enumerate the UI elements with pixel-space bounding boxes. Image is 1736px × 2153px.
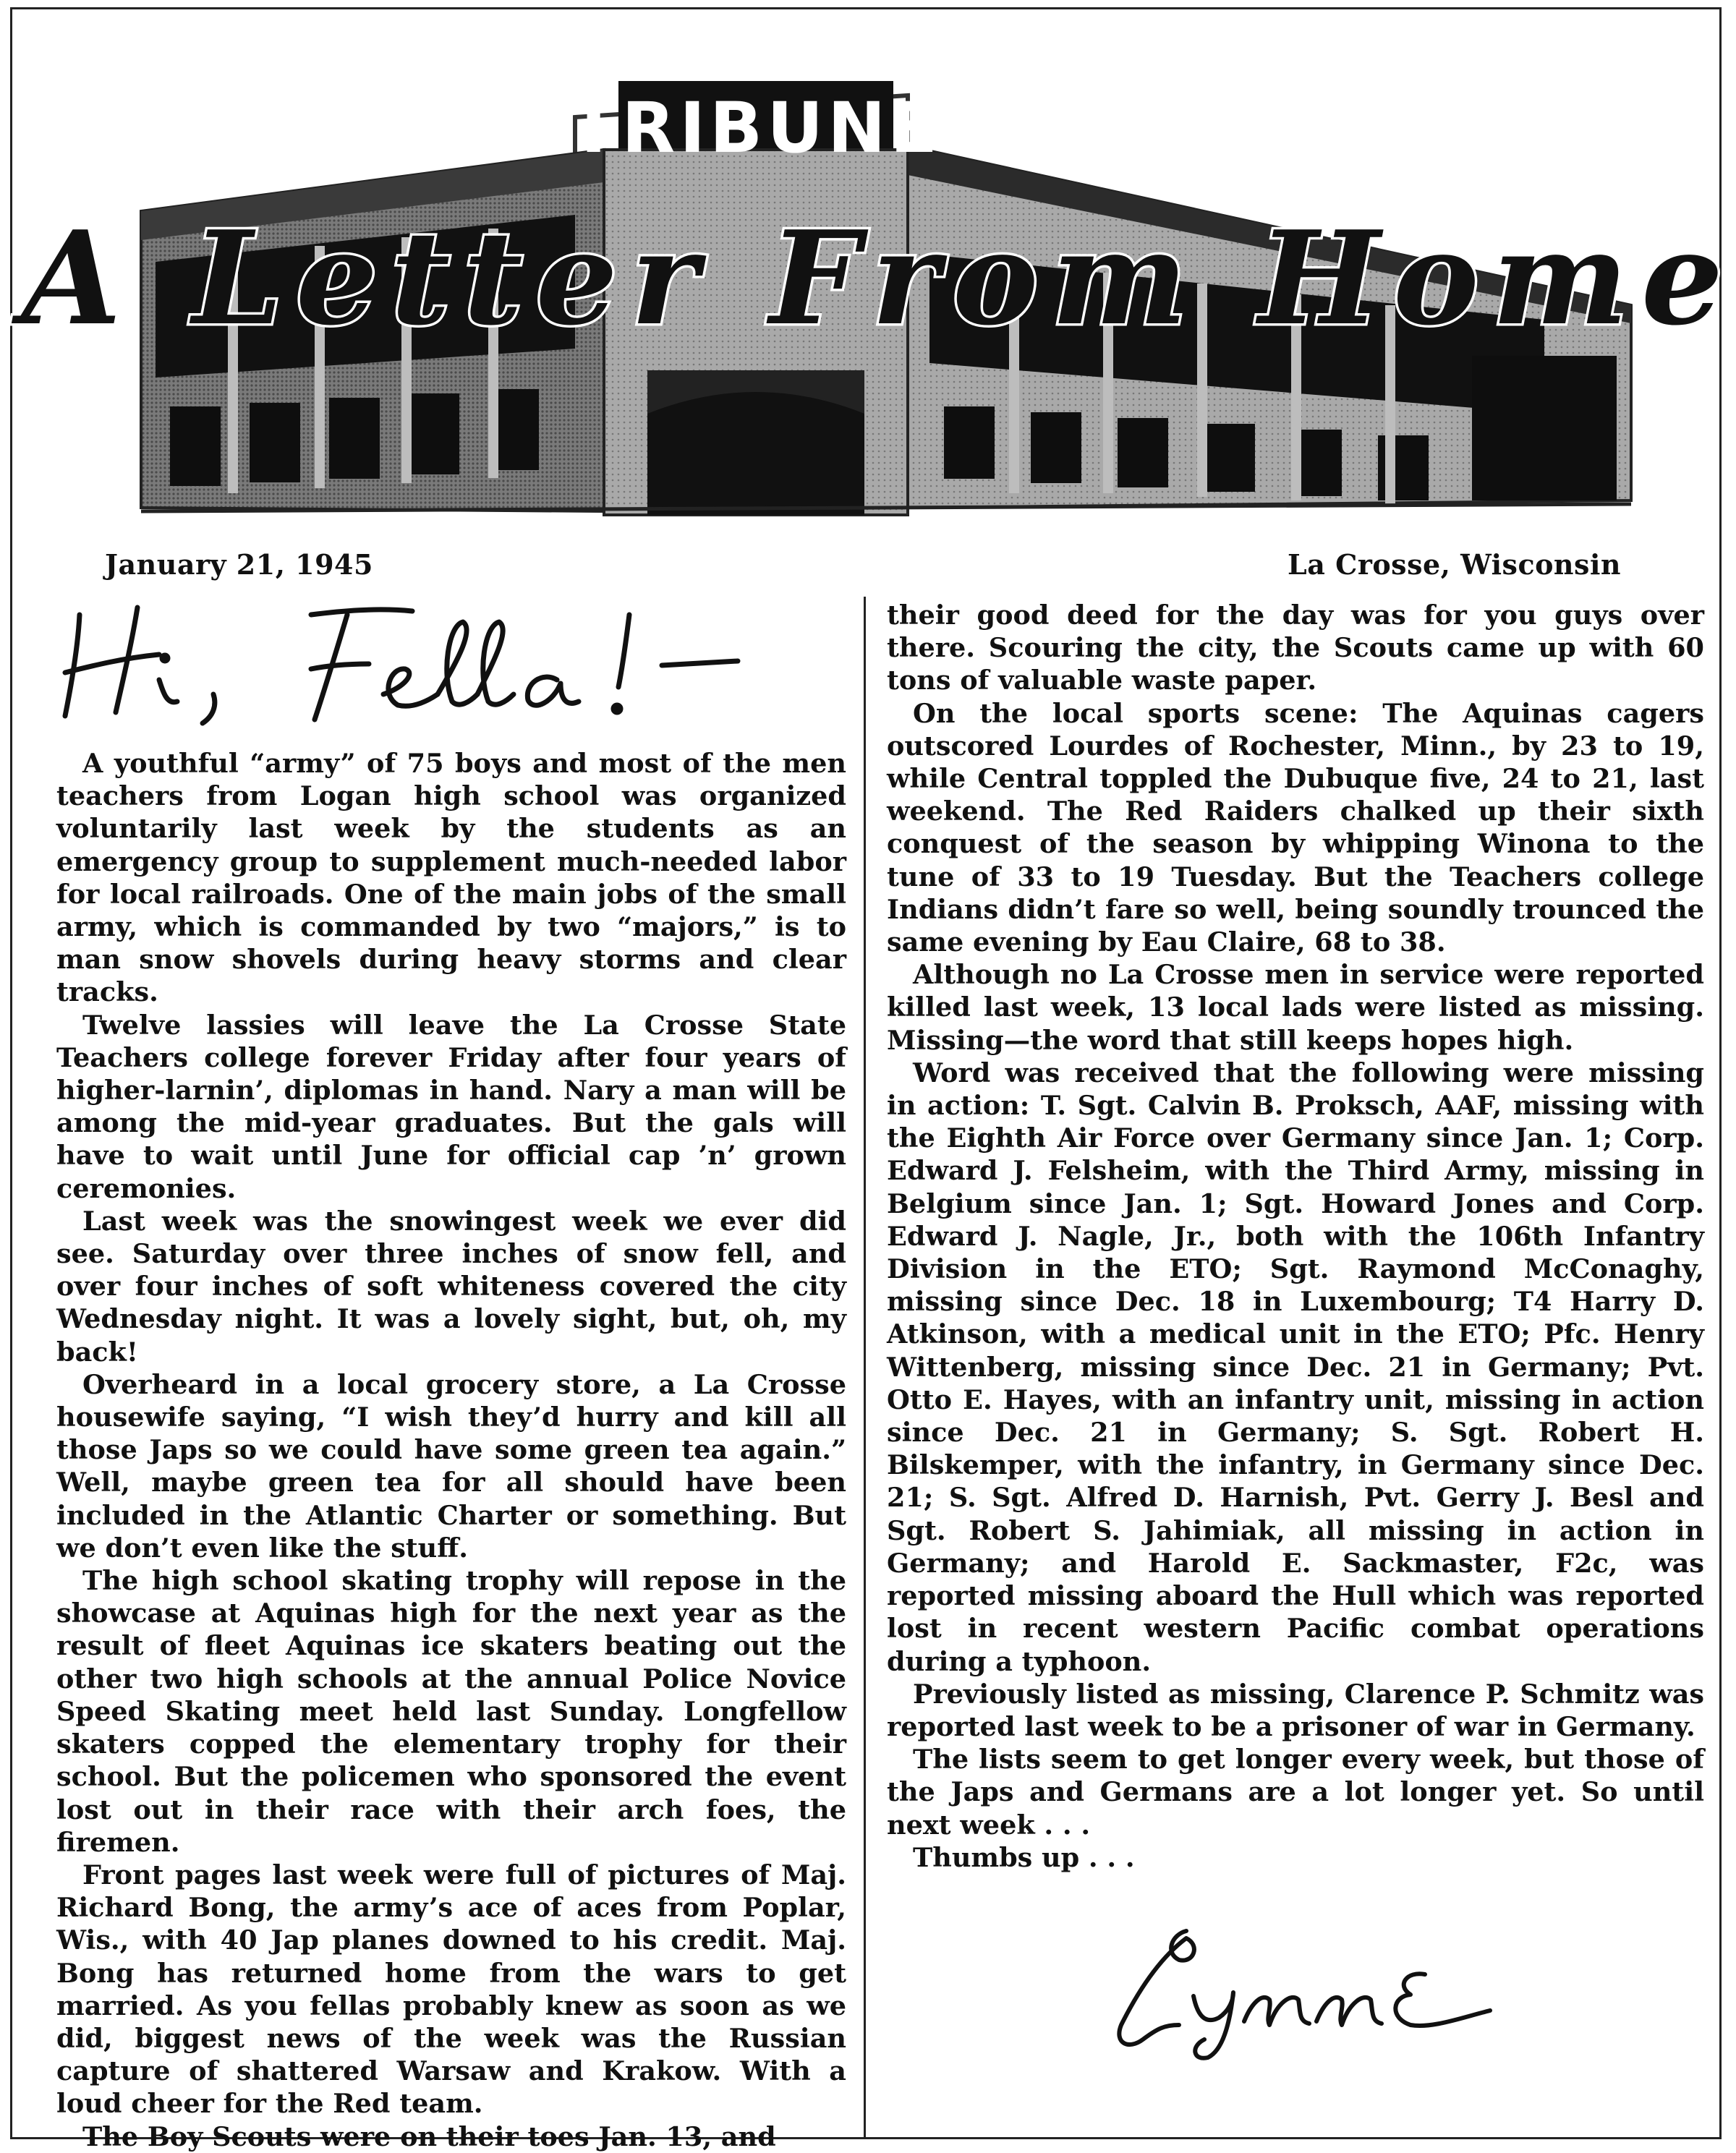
masthead-title: A Letter From Home [21,202,1736,354]
paragraph-snow: Last week was the snowingest week we ever did see. Saturday over three inches of snow fell, and over four inches of soft whiteness covered the city Wednesday night. It was a lovely sight, but, oh, my back! [56,1205,846,1368]
handwritten-greeting [51,586,760,730]
paragraph-boy-scouts: The Boy Scouts were on their toes Jan. 13, and [82,2120,776,2152]
paragraph-missing-list: Word was received that the following were missing in action: T. Sgt. Calvin B. Proksch, AAF, missing with the Eighth Air Force over Germany since Jan. 1; Corp. Edward J. Felsheim, with the Third Army, missing in Belgium since Jan. 1; Sgt. Howard Jones and Corp. Edward J. Nagle, Jr., both with the 106th Infantry Division in the ETO; Sgt. Raymond McConaghy, missing since Dec. 18 in Luxembourg; T4 Harry D. Atkinson, with a medical unit in the ETO; Pfc. Henry Wittenberg, missing since Dec. 21 in Germany; Pvt. Otto E. Hayes, with an infantry unit, missing in action since Dec. 21 in Germany; S. Sgt. Robert H. Bilskemper, with the infantry, in Germany since Dec. 21; S. Sgt. Alfred D. Harnish, Pvt. Gerry J. Besl and Sgt. Robert S. Jahimiak, all missing in action in Germany; and Harold E. Sackmaster, F2c, was reported missing aboard the Hull which was reported lost in recent western Pacific combat operations during a typhoon. [887,1057,1704,1677]
article-column-left [56,747,846,2153]
signature [1085,1917,1548,2061]
paragraph-closing: The lists seem to get longer every week, but those of the Japs and Germans are a lot longer yet. So until next week . . . [887,1744,1704,1841]
paragraph-maj-bong: Front pages last week were full of pictures of Maj. Richard Bong, the army’s ace of aces from Poplar, Wis., with 40 Jap planes downed to his credit. Maj. Bong has returned home from the wars to get married. As you fellas probably knew as soon as we did, biggest news of the week was the Russian capture of shattered Warsaw and Krakow. With a loud cheer for the Red team. [56,1859,846,2120]
paragraph-teachers-college: Twelve lassies will leave the La Crosse State Teachers college forever Friday after four years of higher-larnin’, diplomas in hand. Nary a man will be among the mid-year graduates. But the gals will have to wait until June for official cap ’n’ grown ceremonies. [56,1009,846,1204]
building-sign: TRIBUNE [569,88,943,169]
paragraph-scouts-continued: their good deed for the day was for you guys over there. Scouring the city, the Scouts came up with 60 tons of valuable waste paper. [887,600,1704,696]
paragraph-green-tea: Overheard in a local grocery store, a La Crosse housewife saying, “I wish they’d hurry and kill all those Japs so we could have some green tea again.” Well, maybe green tea for all should have been included in the Atlantic Charter or something. But we don’t even like the stuff. [56,1368,846,1564]
paragraph-sports: On the local sports scene: The Aquinas cagers outscored Lourdes of Rochester, Minn., by 23 to 19, while Central toppled the Dubuque five, 24 to 21, last weekend. The Red Raiders chalked up their sixth conquest of the season by whipping Winona to the tune of 33 to 19 Tuesday. But the Teachers college Indians didn’t fare so well, being soundly trounced the same evening by Eau Claire, 68 to 38. [887,697,1704,958]
issue-location: La Crosse, Wisconsin [1288,548,1622,581]
issue-date: January 21, 1945 [105,548,373,581]
paragraph-missing: Although no La Crosse men in service were reported killed last week, 13 local lads were listed as missing. Missing—the word that still keeps hopes high. [887,959,1704,1056]
paragraph-logan-army: A youthful “army” of 75 boys and most of the men teachers from Logan high school was organized voluntarily last week by the students as an emergency group to supplement much-needed labor for local railroads. One of the main jobs of the small army, which is commanded by two “majors,” is to man snow shovels during heavy storms and clear tracks. [56,748,846,1008]
paragraph-skating: The high school skating trophy will repose in the showcase at Aquinas high for the next year as the result of fleet Aquinas ice skaters beating out the other two high schools at the annual Police Novice Speed Skating meet held last Sunday. Longfellow skaters copped the elementary trophy for their school. But the policemen who sponsored the event lost out in their race with their arch foes, the firemen. [56,1565,846,1858]
paragraph-prisoner: Previously listed as missing, Clarence P. Schmitz was reported last week to be a prisoner of war in Germany. [887,1678,1704,1742]
paragraph-thumbs-up: Thumbs up . . . [913,1841,1135,1873]
article-column-right [887,599,1704,1874]
masthead-image [21,67,1736,558]
column-divider [864,597,866,2137]
